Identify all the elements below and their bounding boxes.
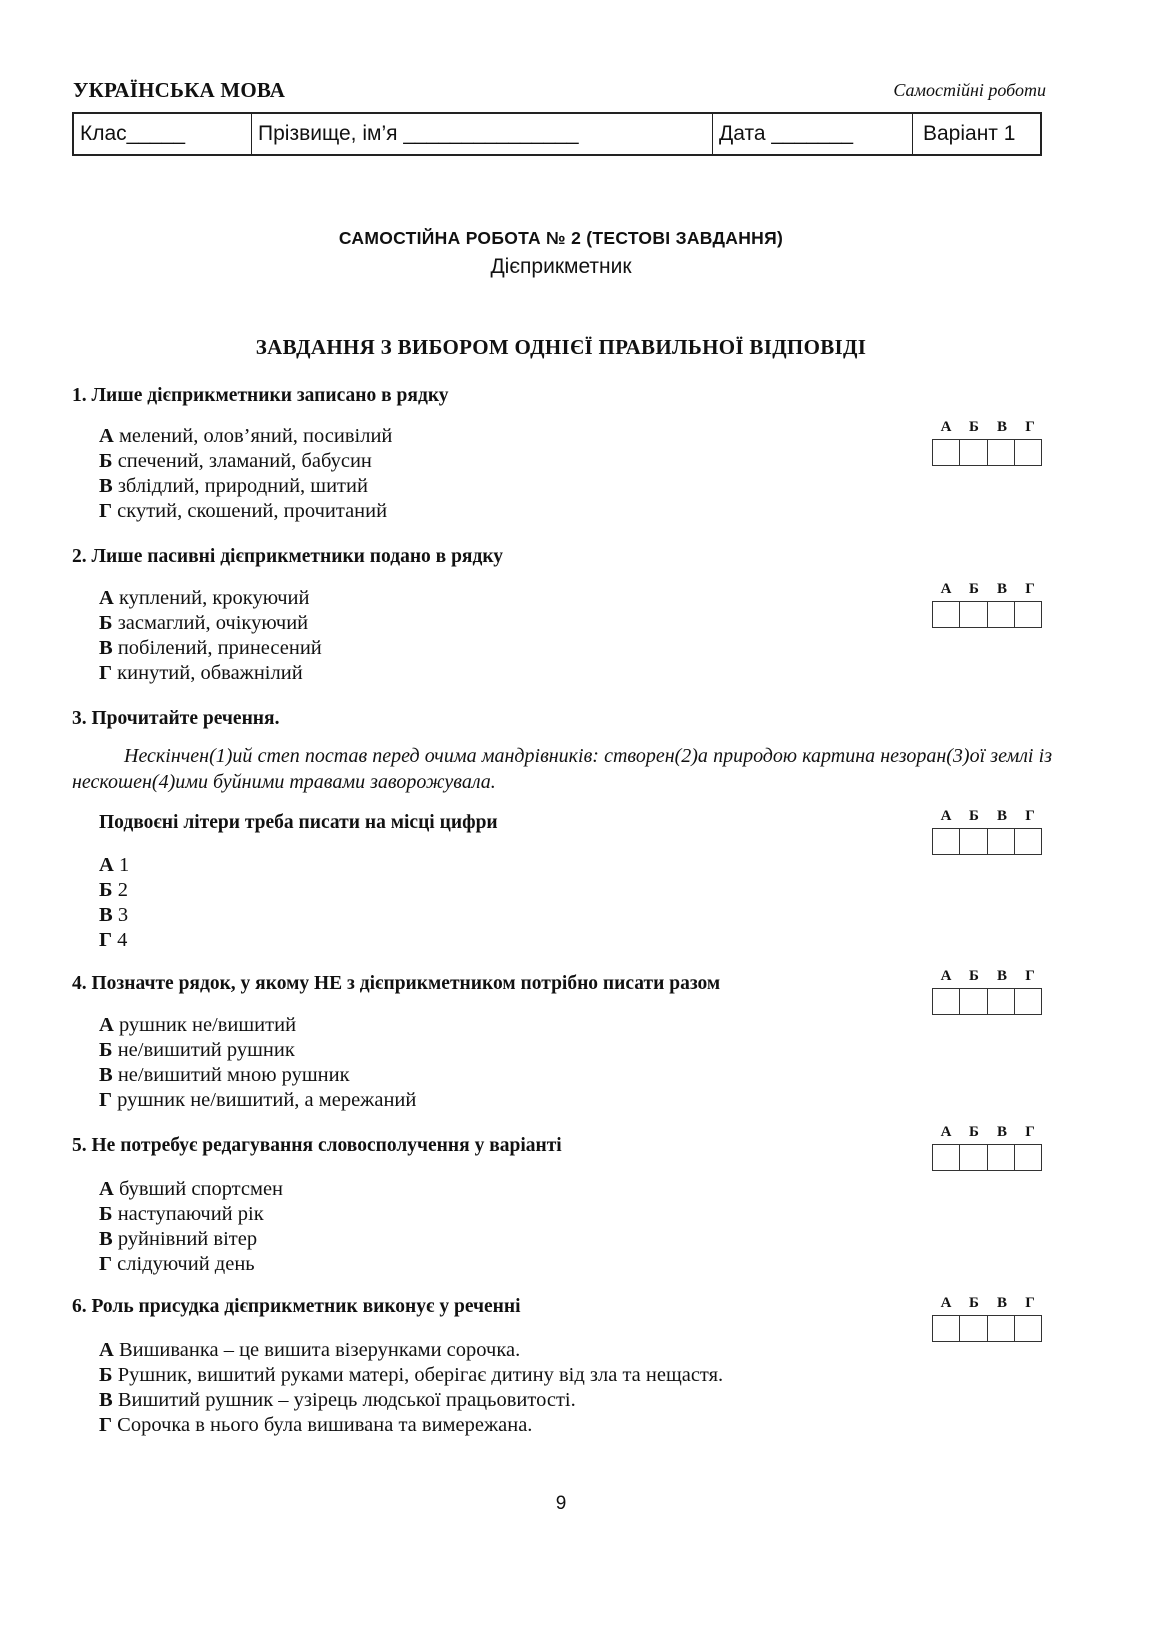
question-2-text: 2. Лише пасивні дієприкметники подано в рядку — [72, 546, 504, 567]
answer-box-d[interactable] — [1015, 1316, 1041, 1341]
answer-box-a[interactable] — [933, 1145, 960, 1170]
q1-option-c: В зблідлий, природний, шитий — [99, 475, 368, 497]
q6-option-b: Б Рушник, вишитий руками матері, оберігає дитину від зла та нещастя. — [99, 1364, 724, 1386]
answer-box-d[interactable] — [1015, 989, 1041, 1014]
answer-box-d[interactable] — [1015, 1145, 1041, 1170]
answer-grid-q2[interactable]: А Б В Г — [932, 581, 1045, 628]
answer-box-c[interactable] — [988, 602, 1015, 627]
answer-box-d[interactable] — [1015, 829, 1041, 854]
q2-option-c: В побілений, принесений — [99, 637, 322, 659]
answer-box-c[interactable] — [988, 829, 1015, 854]
q4-option-a: А рушник не/вишитий — [99, 1014, 297, 1036]
q2-option-d: Г кинутий, обважнілий — [99, 662, 303, 684]
question-6-text: 6. Роль присудка дієприкметник виконує у реченні — [72, 1296, 521, 1317]
q5-option-c: В руйнівний вітер — [99, 1228, 258, 1250]
q4-option-c: В не/вишитий мною рушник — [99, 1064, 350, 1086]
work-topic: Дієприкметник — [490, 255, 632, 278]
q3-sentence: Нескінчен(1)ий степ постав перед очима мандрівників: створен(2)а природою картина незоран(3)ої землі із нескошен(4)ими буйними травами заворожувала. — [72, 745, 1052, 793]
section-title: ЗАВДАННЯ З ВИБОРОМ ОДНІЄЇ ПРАВИЛЬНОЇ ВІДПОВІДІ — [255, 335, 867, 359]
q6-option-a: А Вишиванка – це вишита візерунками сорочка. — [99, 1339, 521, 1361]
answer-box-a[interactable] — [933, 440, 960, 465]
student-info-table — [72, 112, 1042, 156]
subject-title: УКРАЇНСЬКА МОВА — [73, 78, 286, 102]
q4-option-d: Г рушник не/вишитий, а мережаний — [99, 1089, 417, 1111]
answer-box-d[interactable] — [1015, 440, 1041, 465]
q5-option-d: Г слідуючий день — [99, 1253, 255, 1275]
answer-box-a[interactable] — [933, 989, 960, 1014]
answer-box-c[interactable] — [988, 989, 1015, 1014]
answer-box-a[interactable] — [933, 829, 960, 854]
series-title: Самостійні роботи — [893, 80, 1046, 100]
q3-option-d: Г 4 — [99, 929, 128, 951]
answer-box-b[interactable] — [960, 829, 987, 854]
q3-option-c: В 3 — [99, 904, 129, 926]
page-number: 9 — [555, 1493, 567, 1514]
date-field[interactable]: Дата _______ — [713, 114, 913, 154]
answer-box-b[interactable] — [960, 989, 987, 1014]
q4-option-b: Б не/вишитий рушник — [99, 1039, 295, 1061]
q1-option-b: Б спечений, зламаний, бабусин — [99, 450, 372, 472]
answer-box-b[interactable] — [960, 602, 987, 627]
answer-grid-q6[interactable]: А Б В Г — [932, 1295, 1045, 1342]
answer-box-b[interactable] — [960, 440, 987, 465]
answer-box-a[interactable] — [933, 1316, 960, 1341]
question-1-text: 1. Лише дієприкметники записано в рядку — [72, 385, 449, 406]
class-field[interactable]: Клас_____ — [74, 114, 252, 154]
q6-option-c: В Вишитий рушник – узірець людської працьовитості. — [99, 1389, 576, 1411]
answer-grid-q5[interactable]: А Б В Г — [932, 1124, 1045, 1171]
answer-grid-q4[interactable]: А Б В Г — [932, 968, 1045, 1015]
q2-option-a: А куплений, крокуючий — [99, 587, 310, 609]
q1-option-a: А мелений, олов’яний, посивілий — [99, 425, 393, 447]
q1-option-d: Г скутий, скошений, прочитаний — [99, 500, 388, 522]
variant-label: Варіант 1 — [923, 122, 1016, 145]
answer-box-d[interactable] — [1015, 602, 1041, 627]
q2-option-b: Б засмаглий, очікуючий — [99, 612, 309, 634]
answer-box-c[interactable] — [988, 1316, 1015, 1341]
q3-option-b: Б 2 — [99, 879, 128, 901]
question-5-text: 5. Не потребує редагування словосполучення у варіанті — [72, 1135, 562, 1156]
q3-subquestion: Подвоєні літери треба писати на місці цифри — [99, 812, 498, 833]
q5-option-a: А бувший спортсмен — [99, 1178, 284, 1200]
name-field[interactable]: Прізвище, ім’я _______________ — [252, 114, 713, 154]
answer-box-b[interactable] — [960, 1316, 987, 1341]
work-title: САМОСТІЙНА РОБОТА № 2 (ТЕСТОВІ ЗАВДАННЯ) — [338, 228, 784, 248]
q5-option-b: Б наступаючий рік — [99, 1203, 264, 1225]
answer-grid-q1[interactable]: А Б В Г — [932, 419, 1045, 466]
question-3-text: 3. Прочитайте речення. — [72, 708, 280, 729]
answer-box-c[interactable] — [988, 1145, 1015, 1170]
answer-box-c[interactable] — [988, 440, 1015, 465]
answer-box-b[interactable] — [960, 1145, 987, 1170]
question-4-text: 4. Позначте рядок, у якому НЕ з дієприкметником потрібно писати разом — [72, 973, 721, 994]
q6-option-d: Г Сорочка в нього була вишивана та вимережана. — [99, 1414, 533, 1436]
q3-option-a: А 1 — [99, 854, 130, 876]
answer-box-a[interactable] — [933, 602, 960, 627]
answer-grid-q3[interactable]: А Б В Г — [932, 808, 1045, 855]
